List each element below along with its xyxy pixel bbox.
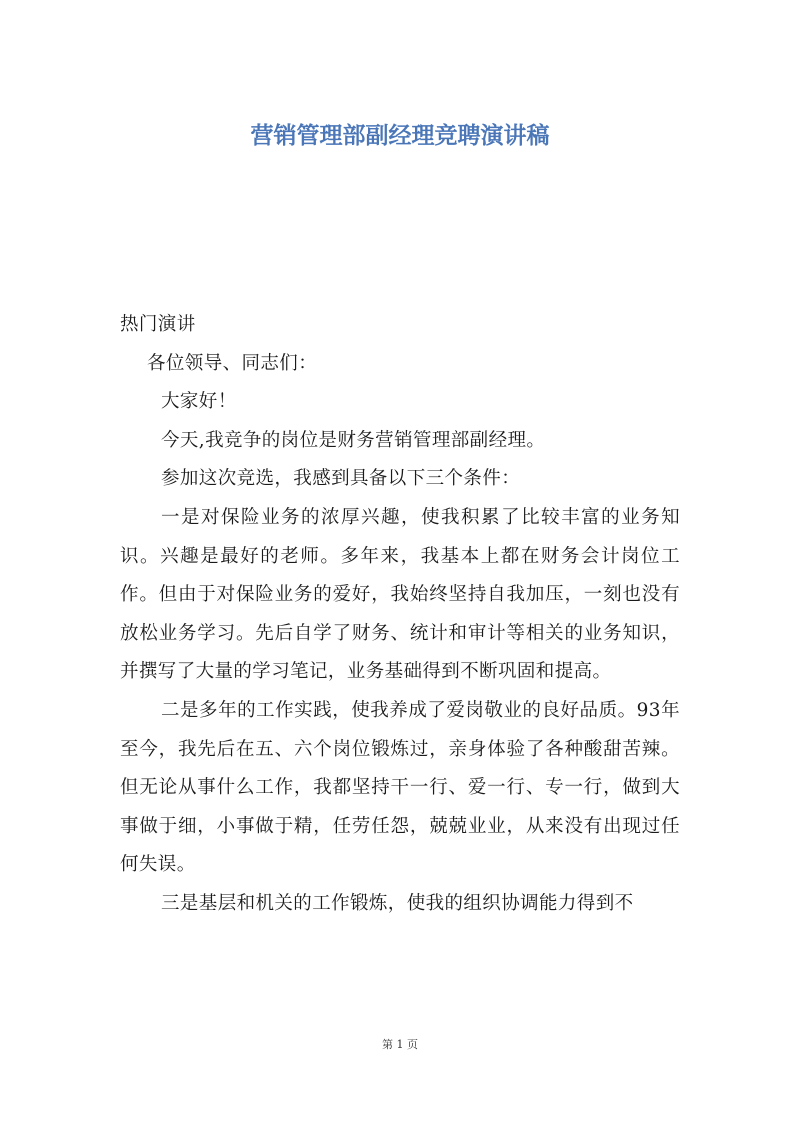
paragraph-position: 今天,我竞争的岗位是财务营销管理部副经理。	[161, 429, 546, 451]
paragraph-condition-2: 二是多年的工作实践，使我养成了爱岗敬业的良好品质。93年至今，我先后在五、六个岗位锻炼过，亲身体验了各种酸甜苦辣。但无论从事什么工作，我都坚持干一行、爱一行、专一行，做到大事做于细，小事做于精，任劳任怨，兢兢业业，从来没有出现过任何失误。	[120, 699, 680, 876]
page-number: 第 1 页	[382, 1038, 418, 1051]
paragraph-condition-1: 一是对保险业务的浓厚兴趣，使我积累了比较丰富的业务知识。兴趣是最好的老师。多年来，我基本上都在财务会计岗位工作。但由于对保险业务的爱好，我始终坚持自我加压，一刻也没有放松业务学习。先后自学了财务、统计和审计等相关的业务知识，并撰写了大量的学习笔记，业务基础得到不断巩固和提高。	[120, 506, 680, 683]
paragraph-greeting: 大家好！	[161, 391, 237, 413]
category-label: 热门演讲	[120, 314, 196, 335]
paragraph-condition-3: 三是基层和机关的工作锻炼，使我的组织协调能力得到不	[161, 892, 634, 914]
salutation: 各位领导、同志们：	[147, 352, 318, 374]
document-title: 营销管理部副经理竞聘演讲稿	[250, 123, 550, 149]
document-body	[120, 306, 680, 924]
paragraph-intro: 参加这次竞选，我感到具备以下三个条件：	[161, 468, 521, 490]
